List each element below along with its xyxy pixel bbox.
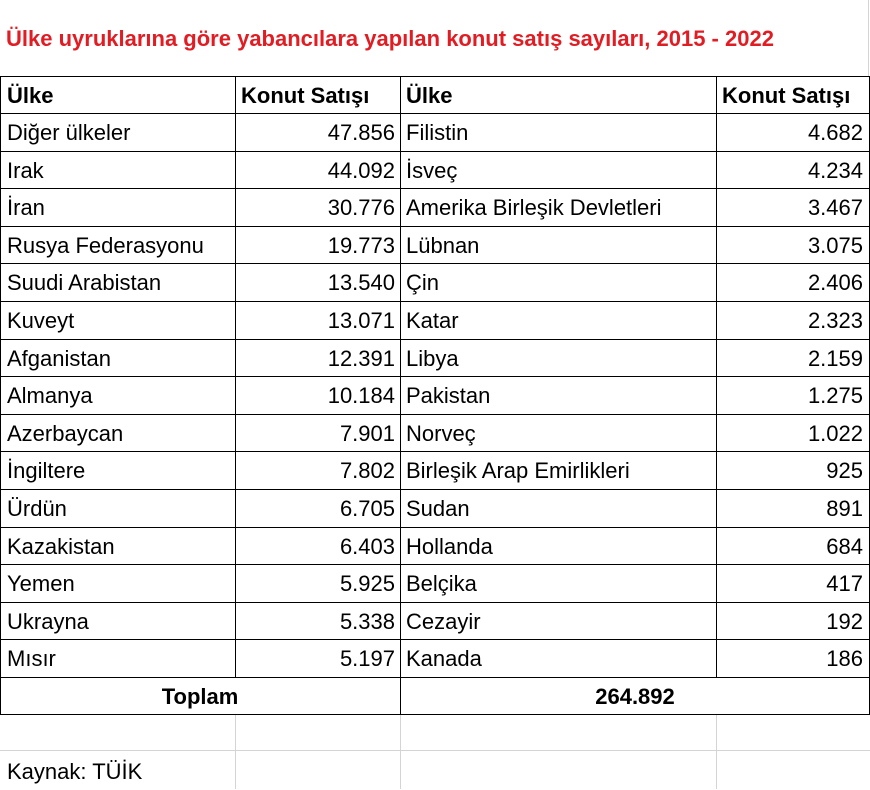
sales-left: 19.773 xyxy=(327,232,395,258)
country-right: Çin xyxy=(406,270,440,296)
country-right: Lübnan xyxy=(406,232,480,258)
sales-left: 6.403 xyxy=(339,533,395,559)
source-note: Kaynak: TÜİK xyxy=(7,759,143,784)
country-right: Norveç xyxy=(406,420,476,446)
sales-right: 2.159 xyxy=(807,345,863,371)
table-row xyxy=(0,415,870,452)
sales-right: 1.022 xyxy=(807,420,863,446)
country-right: Belçika xyxy=(406,571,477,597)
table-row xyxy=(0,189,870,226)
country-right: Filistin xyxy=(406,120,469,145)
sales-left: 47.856 xyxy=(327,120,395,145)
country-right: Cezayir xyxy=(406,608,481,634)
country-right: Katar xyxy=(406,308,459,333)
sales-left: 12.391 xyxy=(327,345,395,371)
sales-right: 192 xyxy=(826,608,863,634)
sales-left: 5.338 xyxy=(339,608,395,634)
country-left: Suudi Arabistan xyxy=(7,270,162,296)
total-label: Toplam xyxy=(161,684,239,709)
sales-left: 10.184 xyxy=(327,383,395,409)
sales-left: 5.925 xyxy=(339,571,395,597)
header-country-right: Ülke xyxy=(406,83,453,108)
country-left: Rusya Federasyonu xyxy=(7,232,204,258)
table-row xyxy=(0,340,870,377)
sales-left: 13.540 xyxy=(327,270,395,296)
country-right: Hollanda xyxy=(406,533,493,559)
table-row xyxy=(0,227,870,264)
table-row xyxy=(0,452,870,489)
sales-left: 13.071 xyxy=(327,308,395,333)
table-row xyxy=(0,264,870,301)
country-right: Kanada xyxy=(406,646,482,672)
sales-right: 684 xyxy=(826,533,863,559)
sales-right: 417 xyxy=(826,571,863,597)
country-left: Irak xyxy=(7,157,44,183)
table-row xyxy=(0,528,870,565)
sales-left: 5.197 xyxy=(339,646,395,672)
country-right: Libya xyxy=(406,345,459,371)
country-right: Amerika Birleşik Devletleri xyxy=(406,195,662,221)
sales-left: 7.802 xyxy=(339,458,395,484)
sales-left: 7.901 xyxy=(339,420,395,446)
sales-right: 1.275 xyxy=(807,383,863,409)
table-row xyxy=(0,302,870,339)
country-left: İran xyxy=(7,195,45,221)
table-row xyxy=(0,603,870,640)
table-row xyxy=(0,565,870,602)
sales-left: 30.776 xyxy=(327,195,395,221)
table-row xyxy=(0,152,870,189)
sales-right: 186 xyxy=(826,646,863,672)
total-value: 264.892 xyxy=(595,684,675,709)
country-left: Kazakistan xyxy=(7,533,115,559)
table-title: Ülke uyruklarına göre yabancılara yapılan konut satış sayıları, 2015 - 2022 xyxy=(6,26,774,51)
sales-right: 925 xyxy=(826,458,863,484)
country-left: Diğer ülkeler xyxy=(7,120,131,145)
sales-right: 4.682 xyxy=(807,120,863,145)
table-row xyxy=(0,377,870,414)
country-right: İsveç xyxy=(406,157,458,183)
table-row xyxy=(0,490,870,527)
sales-right: 4.234 xyxy=(807,157,863,183)
sales-right: 891 xyxy=(826,496,863,521)
sales-right: 3.467 xyxy=(807,195,863,221)
country-left: Afganistan xyxy=(7,345,111,371)
sales-right: 2.406 xyxy=(807,270,863,296)
sales-right: 2.323 xyxy=(807,308,863,333)
country-right: Sudan xyxy=(406,496,470,521)
country-left: İngiltere xyxy=(7,458,86,484)
country-right: Pakistan xyxy=(406,383,491,409)
country-left: Kuveyt xyxy=(7,308,75,333)
country-left: Azerbaycan xyxy=(7,420,124,446)
country-left: Ürdün xyxy=(7,496,67,521)
sales-right: 3.075 xyxy=(807,232,863,258)
country-left: Yemen xyxy=(7,571,75,597)
country-left: Mısır xyxy=(7,646,56,672)
header-sales-right: Konut Satışı xyxy=(722,83,851,108)
country-left: Almanya xyxy=(7,383,93,409)
country-right: Birleşik Arap Emirlikleri xyxy=(406,458,630,484)
sales-left: 44.092 xyxy=(327,157,395,183)
header-sales-left: Konut Satışı xyxy=(241,83,370,108)
country-left: Ukrayna xyxy=(7,608,89,634)
table-row xyxy=(0,114,870,151)
header-country-left: Ülke xyxy=(7,83,54,108)
table-row xyxy=(0,640,870,677)
sales-left: 6.705 xyxy=(339,496,395,521)
